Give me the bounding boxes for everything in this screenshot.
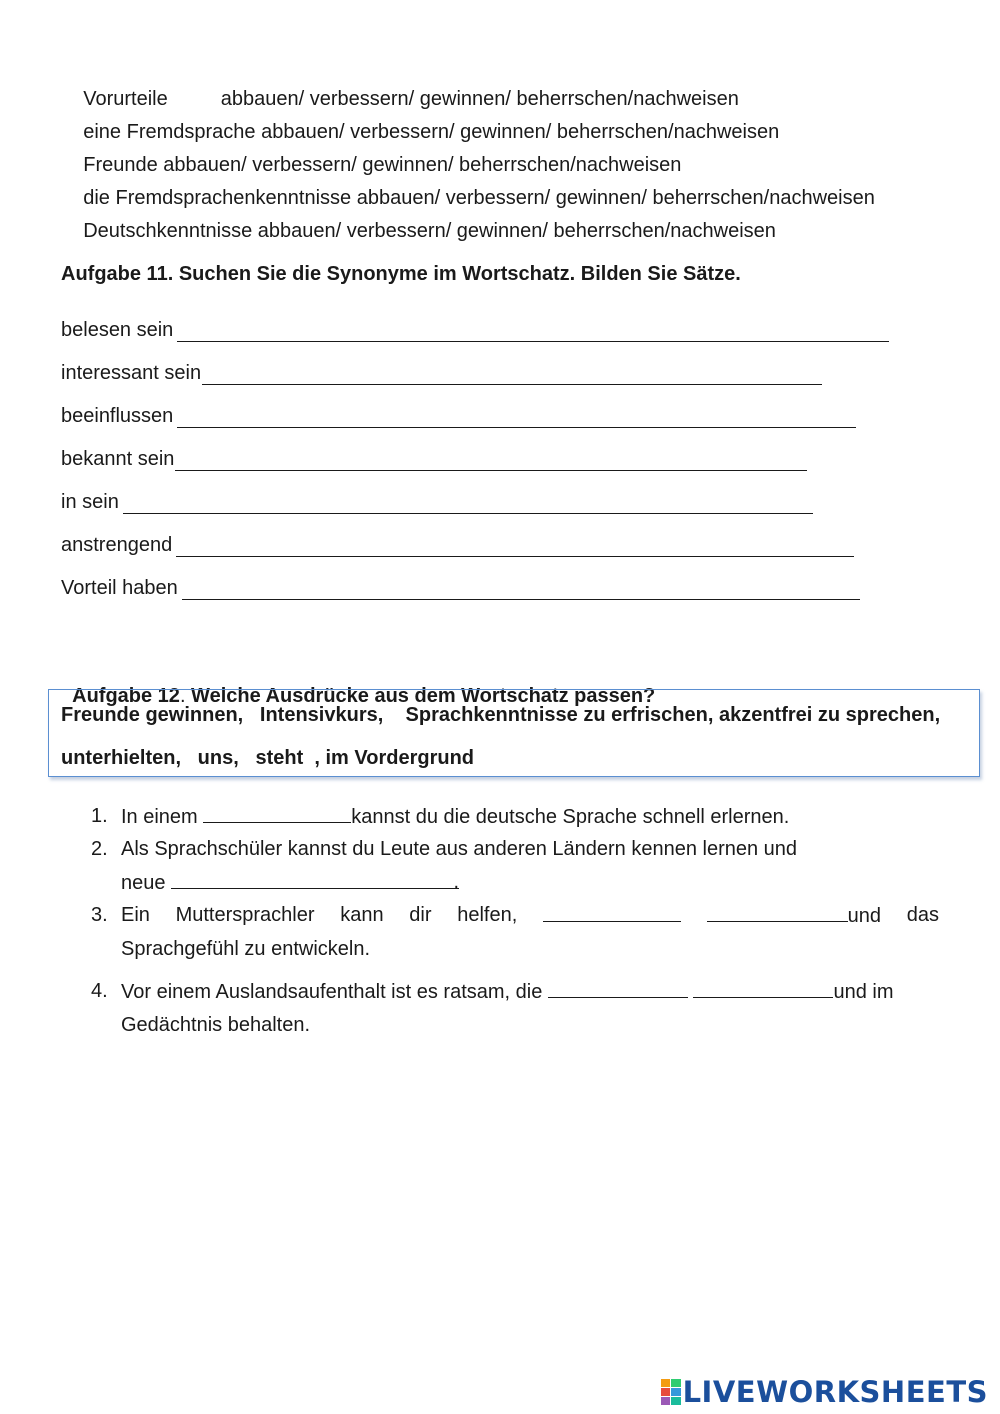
verb-line: eine Fremdsprache abbauen/ verbessern/ gewinnen/ beherrschen/nachweisen (83, 121, 780, 143)
answer-blank[interactable] (202, 364, 822, 385)
answer-blank[interactable] (176, 536, 854, 557)
answer-blank[interactable] (543, 899, 681, 922)
verb-line: die Fremdsprachenkenntnisse abbauen/ verbessern/ gewinnen/ beherrschen/nachweisen (83, 187, 875, 209)
task11-heading: Aufgabe 11. Suchen Sie die Synonyme im Wortschatz. Bilden Sie Sätze. (61, 263, 741, 285)
answer-blank[interactable] (182, 579, 860, 600)
answer-blank[interactable] (548, 975, 688, 998)
answer-blank[interactable] (123, 493, 813, 514)
task11-item: beeinflussen (61, 402, 856, 428)
task11-item: in sein (61, 488, 813, 514)
word-bank-box (48, 689, 980, 777)
word-bank-line: unterhielten, uns, steht , im Vordergrund (61, 747, 474, 769)
logo-text: LIVEWORKSHEETS (682, 1375, 988, 1409)
answer-blank[interactable] (177, 407, 856, 428)
word-bank-line: Freunde gewinnen, Intensivkurs, Sprachkenntnisse zu erfrischen, akzentfrei zu sprechen, (61, 704, 941, 726)
verb-line: Deutschkenntnisse abbauen/ verbessern/ gewinnen/ beherrschen/nachweisen (83, 220, 776, 242)
answer-blank[interactable] (177, 321, 889, 342)
verb-line: Freunde abbauen/ verbessern/ gewinnen/ beherrschen/nachweisen (83, 154, 682, 176)
task11-item: belesen sein (61, 316, 889, 342)
liveworksheets-logo-icon (661, 1379, 681, 1405)
answer-blank[interactable] (175, 450, 807, 471)
task11-item: Vorteil haben (61, 574, 860, 600)
task12-heading: Aufgabe 12. Welche Ausdrücke aus dem Wortschatz passen? (72, 685, 656, 707)
liveworksheets-logo[interactable] (661, 1375, 988, 1409)
answer-blank[interactable]: . (171, 866, 459, 889)
answer-blank[interactable] (707, 899, 848, 922)
task12-heading-text: Welche Ausdrücke aus dem Wortschatz passen? (185, 685, 656, 707)
answer-blank[interactable] (203, 800, 351, 823)
answer-blank[interactable] (693, 975, 833, 998)
verb-line: Vorurteile abbauen/ verbessern/ gewinnen/ beherrschen/nachweisen (83, 88, 739, 110)
task11-item: bekannt sein (61, 445, 807, 471)
task11-item: interessant sein (61, 359, 822, 385)
task11-item: anstrengend (61, 531, 854, 557)
